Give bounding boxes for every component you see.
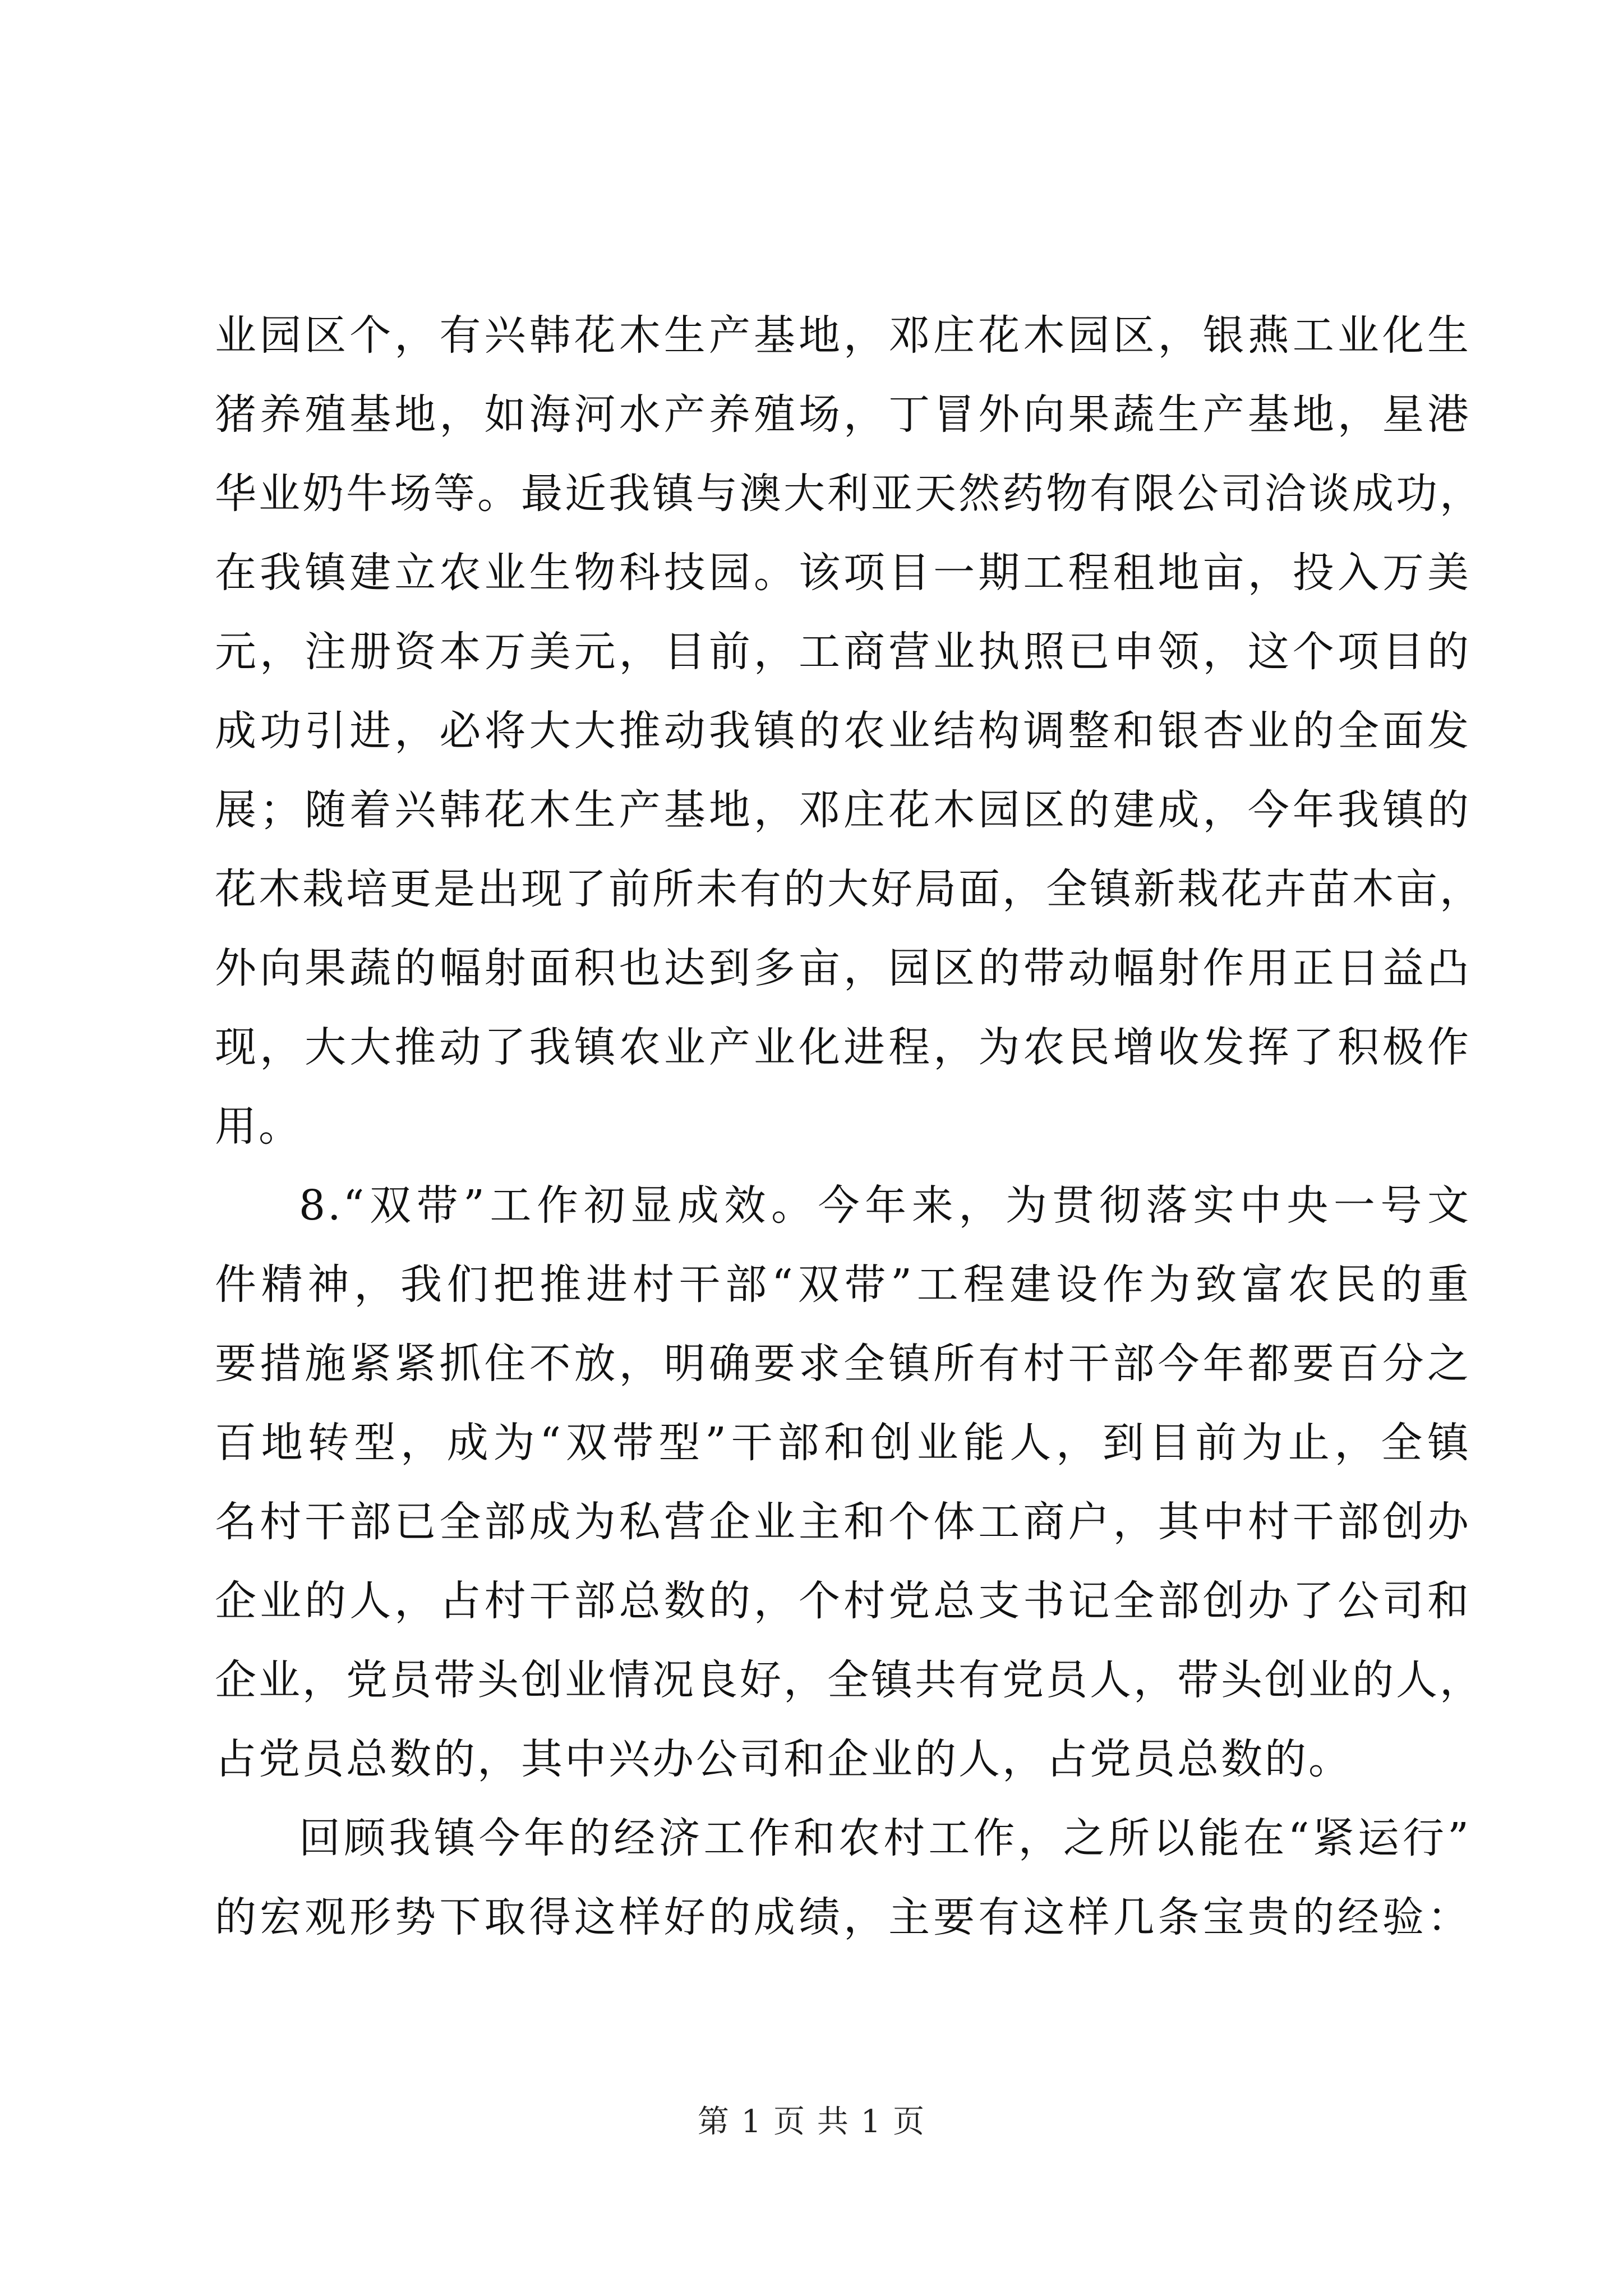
text-line: 企业的人，占村干部总数的，个村党总支书记全部创办了公司和 bbox=[215, 1577, 1471, 1625]
text-line: 百地转型，成为“双带型”干部和创业能人，到目前为止，全镇 bbox=[215, 1419, 1471, 1467]
text-line: 8.“双带”工作初显成效。今年来，为贯彻落实中央一号文 bbox=[299, 1181, 1471, 1230]
page-footer bbox=[0, 2102, 1623, 2142]
text-line: 占党员总数的，其中兴办公司和企业的人，占党员总数的。 bbox=[215, 1735, 1352, 1783]
text-line: 现，大大推动了我镇农业产业化进程，为农民增收发挥了积极作 bbox=[215, 1023, 1471, 1071]
text-line: 件精神，我们把推进村干部“双带”工程建设作为致富农民的重 bbox=[215, 1260, 1471, 1309]
text-line: 业园区个，有兴韩花木生产基地，邓庄花木园区，银燕工业化生 bbox=[215, 311, 1471, 360]
text-line: 要措施紧紧抓住不放，明确要求全镇所有村干部今年都要百分之 bbox=[215, 1340, 1471, 1388]
text-line: 回顾我镇今年的经济工作和农村工作，之所以能在“紧运行” bbox=[299, 1814, 1471, 1862]
text-line: 外向果蔬的幅射面积也达到多亩，园区的带动幅射作用正日益凸 bbox=[215, 944, 1471, 992]
text-line: 名村干部已全部成为私营企业主和个体工商户，其中村干部创办 bbox=[215, 1498, 1471, 1546]
text-line: 用。 bbox=[215, 1102, 302, 1151]
page-number-label: 第 1 页 共 1 页 bbox=[697, 2104, 926, 2140]
text-line: 华业奶牛场等。最近我镇与澳大利亚天然药物有限公司洽谈成功， bbox=[215, 470, 1483, 518]
text-line: 猪养殖基地，如海河水产养殖场，丁冒外向果蔬生产基地，星港 bbox=[215, 390, 1471, 439]
text-line: 成功引进，必将大大推动我镇的农业结构调整和银杏业的全面发 bbox=[215, 707, 1471, 755]
text-line: 企业，党员带头创业情况良好，全镇共有党员人，带头创业的人， bbox=[215, 1656, 1483, 1704]
text-line: 的宏观形势下取得这样好的成绩，主要有这样几条宝贵的经验： bbox=[215, 1893, 1471, 1941]
text-line: 在我镇建立农业生物科技园。该项目一期工程租地亩，投入万美 bbox=[215, 549, 1471, 597]
text-line: 元，注册资本万美元，目前，工商营业执照已申领，这个项目的 bbox=[215, 628, 1471, 676]
text-line: 展；随着兴韩花木生产基地，邓庄花木园区的建成，今年我镇的 bbox=[215, 786, 1471, 834]
body-text bbox=[215, 296, 1483, 1957]
text-line: 花木栽培更是出现了前所未有的大好局面，全镇新栽花卉苗木亩， bbox=[215, 865, 1483, 913]
